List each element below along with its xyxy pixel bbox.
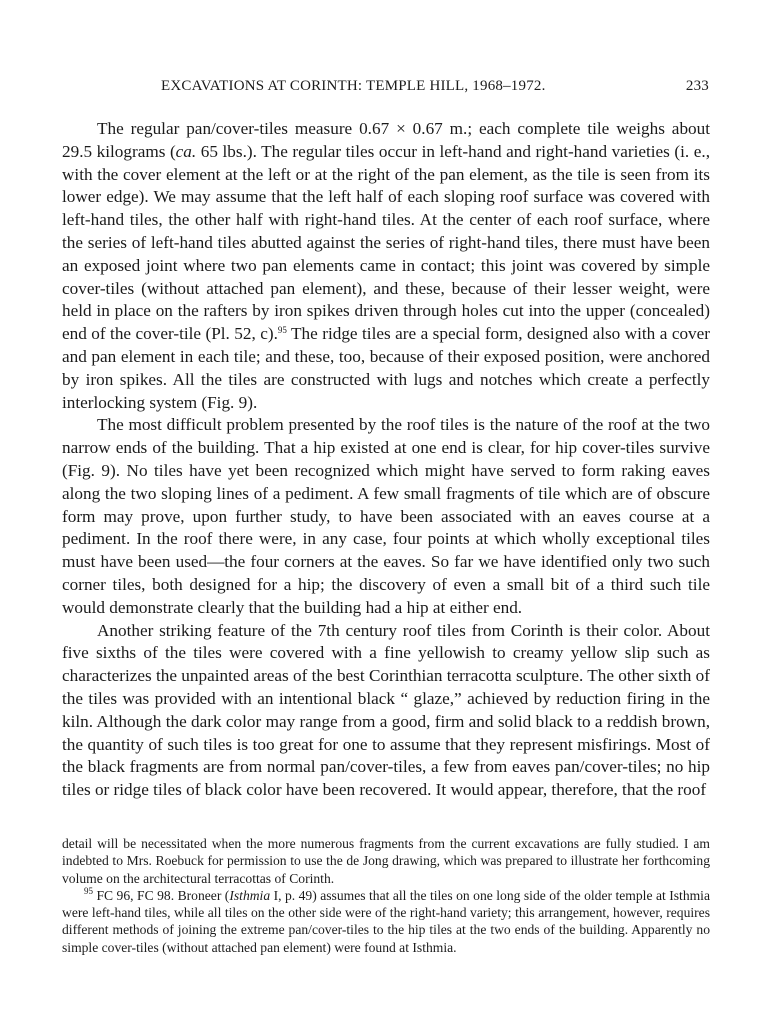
text-run: detail will be necessitated when the more numerous fragments from the current excavations are fully studied. I am indebted to Mrs. Roebuck for permission to use the de Jong drawing, which was prepared to illustrate her forthcoming volume on the architectural terracottas of Corinth. (62, 836, 710, 886)
footnotes (62, 835, 710, 956)
body-paragraph (62, 620, 710, 802)
footnote-95 (62, 887, 710, 956)
text-run: Another striking feature of the 7th century roof tiles from Corinth is their color. About five sixths of the tiles were covered with a fine yellowish to creamy yellow slip such as characterizes the unpainted areas of the best Corinthian terracotta sculpture. The other sixth of the tiles was provided with an intentional black “ glaze,” achieved by reduction firing in the kiln. Although the dark color may range from a good, firm and solid black to a reddish brown, the quantity of such tiles is too great for one to assume that they represent misfirings. Most of the black fragments are from normal pan/cover-tiles, a few from eaves pan/cover-tiles; no hip tiles or ridge tiles of black color have been recovered. It would appear, therefore, that the roof (62, 620, 710, 800)
body-paragraph (62, 118, 710, 414)
running-title: EXCAVATIONS AT CORINTH: TEMPLE HILL, 1968–1972. (161, 78, 546, 94)
text-run: 65 lbs.). The regular tiles occur in left-hand and right-hand varieties (i. e., with the cover element at the left or at the right of the pan element, as the tile is seen from its lower edge). We may assume that the left half of each sloping roof surface was covered with left-hand tiles, the other half with right-hand tiles. At the center of each roof surface, where the series of left-hand tiles abutted against the series of right-hand tiles, there must have been an exposed joint where two pan elements came in contact; this joint was covered by simple cover-tiles (without attached pan element), and these, because of their lesser weight, were held in place on the rafters by iron spikes driven through holes cut into the upper (concealed) end of the cover-tile (Pl. 52, c). (62, 141, 710, 344)
page-number: 233 (685, 78, 709, 94)
body-paragraph (62, 414, 710, 619)
text-run: FC 96, FC 98. Broneer ( (93, 887, 230, 903)
footnote-number: 95 (84, 885, 93, 896)
footnote-continuation (62, 835, 710, 887)
text-run: The most difficult problem presented by the roof tiles is the nature of the roof at the two narrow ends of the building. That a hip existed at one end is clear, for hip cover-tiles survive (Fig. 9). No tiles have yet been recognized which might have served to form raking eaves along the two sloping lines of a pediment. A few small fragments of tile which are of obscure form may prove, upon further study, to have been associated with an eaves course at a pediment. In the roof there were, in any case, four points at which wholly exceptional tiles must have been used—the four corners at the eaves. So far we have identified only two such corner tiles, both designed for a hip; the discovery of even a small bit of a third such tile would demonstrate clearly that the building had a hip at either end. (62, 415, 710, 617)
text-run: I, p. 49) assumes that all the tiles on one long side of the older temple at Isthmia were left-hand tiles, while all tiles on the other side were of the right-hand variety; this arrangement, however, requires different methods of joining the extreme pan/cover-tiles to the hip tiles at the two ends of the building. Apparently no simple cover-tiles (without attached pan element) were found at Isthmia. (62, 887, 710, 955)
text-run-italic: Isthmia (229, 887, 271, 903)
footnote-marker: 95 (277, 325, 287, 336)
text-run-italic: ca. (175, 141, 197, 161)
text-run: The regular pan/cover-tiles measure 0.67 × 0.67 m.; each complete tile weighs about 29.5 kilograms ( (62, 119, 710, 161)
text-run: The ridge tiles are a special form, designed also with a cover and pan element in each tile; and these, too, because of their exposed position, were anchored by iron spikes. All the tiles are constructed with lugs and notches which create a perfectly interlocking system (Fig. 9). (62, 324, 710, 412)
body-text (62, 118, 710, 802)
